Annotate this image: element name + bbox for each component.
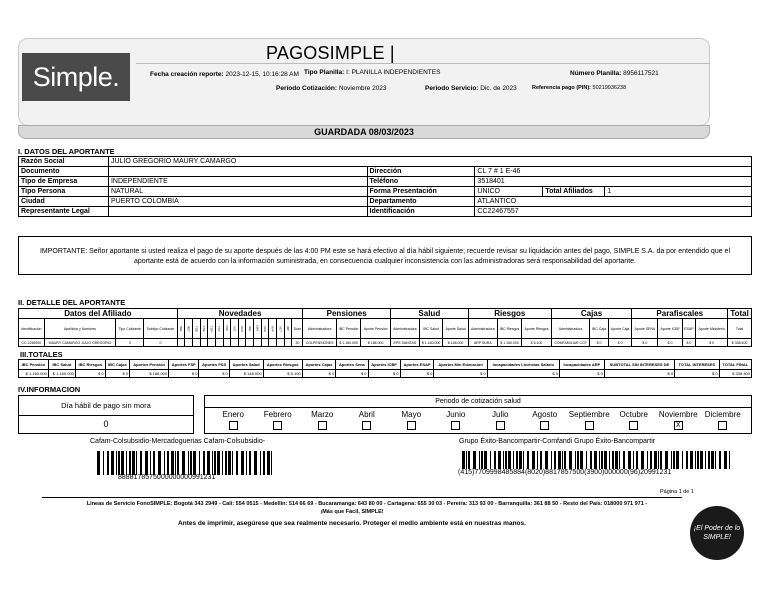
column-header: VST bbox=[231, 319, 239, 339]
table-cell: ARP SURA bbox=[468, 339, 497, 347]
table-cell: $ 0 bbox=[75, 370, 105, 378]
section-informacion: IV.INFORMACION bbox=[18, 385, 81, 394]
month-label: Agosto bbox=[532, 410, 558, 419]
month-checkbox[interactable] bbox=[407, 421, 416, 430]
table-cell: 30 bbox=[292, 339, 303, 347]
month-label: Marzo bbox=[311, 410, 334, 419]
column-header: Aportes FSP bbox=[169, 360, 199, 370]
dia-habil-value: 0 bbox=[103, 419, 109, 429]
dia-habil-label: Día hábil de pago sin mora bbox=[19, 396, 193, 416]
table-cell: $ 0 bbox=[105, 370, 129, 378]
column-header: IBC Riesgos bbox=[497, 319, 522, 339]
column-header: VAC bbox=[261, 319, 269, 339]
table-cell bbox=[215, 339, 223, 347]
table-cell: $ 1.160.000 bbox=[48, 370, 75, 378]
section-detalle-aportante: II. DETALLE DEL APORTANTE bbox=[18, 298, 126, 307]
column-header: Aporte Caja bbox=[608, 319, 631, 339]
month-checkbox[interactable] bbox=[451, 421, 460, 430]
barcode-right bbox=[462, 451, 732, 481]
table-cell: 0 bbox=[144, 339, 177, 347]
column-header: IBC Cajas bbox=[105, 360, 129, 370]
aportante-table bbox=[18, 156, 752, 217]
table-cell bbox=[185, 339, 193, 347]
month-checkbox[interactable] bbox=[585, 421, 594, 430]
table-cell: $ 0 bbox=[487, 370, 559, 378]
column-header: TDE bbox=[192, 319, 200, 339]
column-header: Aportes ESAP bbox=[400, 360, 434, 370]
group-cajas: Cajas bbox=[551, 309, 632, 319]
importante-notice: IMPORTANTE: Señor aportante si usted realiza el pago de su aporte después de las 4:00 PM este se hará efectivo al día hábil siguiente; recuerde revisar su liquidación antes del pago, SIMPLE S.A. da por entendido que el aportante está de acuerdo con la información suministrada, en consecuencia cualquier inconsistencia con las administradoras será responsabilidad del aportante. bbox=[18, 236, 752, 275]
month-checkbox[interactable] bbox=[318, 421, 327, 430]
table-cell bbox=[231, 339, 239, 347]
barcode-right-number: (415)7709998485884(8020)8817857500(3900)000000(96)20991231 bbox=[458, 469, 672, 476]
column-header: TOTAL INTERESES bbox=[675, 360, 720, 370]
table-cell: CC 2246900 bbox=[19, 339, 45, 347]
group-total: Total bbox=[728, 309, 752, 319]
column-header: IBC Salud bbox=[419, 319, 442, 339]
month-8 bbox=[567, 410, 612, 432]
column-header: Aporte Salud bbox=[443, 319, 468, 339]
column-header: IBC Pensión bbox=[19, 360, 49, 370]
table-cell: $ 0 bbox=[682, 339, 695, 347]
month-label: Julio bbox=[492, 410, 509, 419]
column-header: TAE bbox=[200, 319, 208, 339]
dia-habil-box bbox=[18, 395, 194, 434]
barcode-right-caption: Grupo Éxito-Bancompartir-Comfandi Grupo Éxito-Bancompartir bbox=[459, 438, 656, 445]
month-9 bbox=[612, 410, 657, 432]
table-row bbox=[19, 339, 752, 347]
column-header: ING bbox=[177, 319, 185, 339]
column-header: Aportes Pensión bbox=[130, 360, 169, 370]
group-header-row bbox=[19, 309, 752, 319]
group-parafiscales: Parafiscales bbox=[632, 309, 728, 319]
column-header: IBC Pensión bbox=[336, 319, 361, 339]
column-header: Total bbox=[728, 319, 752, 339]
table-cell: $ 0 bbox=[434, 370, 487, 378]
periodo-servicio: Período Servicio: Dic. de 2023 bbox=[425, 85, 517, 92]
table-cell: $ 338.400 bbox=[728, 339, 752, 347]
column-header: IGE bbox=[246, 319, 254, 339]
month-label: Diciembre bbox=[704, 410, 741, 419]
column-header: Apellidos y Nombres bbox=[44, 319, 116, 339]
month-1 bbox=[256, 410, 301, 432]
periodo-salud-label: Periodo de cotización salud bbox=[205, 396, 751, 408]
month-checkbox[interactable] bbox=[629, 421, 638, 430]
table-cell bbox=[208, 339, 216, 347]
month-checkbox[interactable] bbox=[496, 421, 505, 430]
table-cell: $ 0 bbox=[604, 370, 674, 378]
group-riesgos: Riesgos bbox=[468, 309, 551, 319]
table-cell: $ 0 bbox=[368, 370, 400, 378]
table-row bbox=[19, 370, 752, 378]
table-cell: $ 6.100 bbox=[263, 370, 302, 378]
table-row: Tipo de Empresa INDEPENDIENTE Teléfono 3518401 bbox=[19, 177, 752, 187]
month-label: Enero bbox=[222, 410, 244, 419]
referencia-pin: Referencia pago (PIN): 50219936238 bbox=[532, 85, 627, 91]
tipo-planilla: Tipo Planilla: I: PLANILLA INDEPENDIENTES bbox=[304, 69, 441, 76]
group-pensiones: Pensiones bbox=[303, 309, 390, 319]
table-cell bbox=[200, 339, 208, 347]
month-5 bbox=[434, 410, 479, 432]
periodo-salud-box bbox=[204, 395, 752, 434]
column-header: ESAP bbox=[682, 319, 695, 339]
column-header: Aportes ICBF bbox=[368, 360, 400, 370]
table-cell: $ 0 bbox=[608, 339, 631, 347]
month-3 bbox=[345, 410, 390, 432]
table-cell: $ 146.000 bbox=[443, 339, 468, 347]
column-header-row bbox=[19, 319, 752, 339]
numero-planilla: Número Planilla: 8956117521 bbox=[570, 70, 659, 77]
column-header: Aporte Pensión bbox=[361, 319, 390, 339]
table-cell: $ 186.000 bbox=[361, 339, 390, 347]
table-cell bbox=[269, 339, 277, 347]
column-header: Administradora bbox=[390, 319, 419, 339]
table-row: Ciudad PUERTO COLOMBIA Departamento ATLANTICO bbox=[19, 197, 752, 207]
table-cell: $ 1.160.000 bbox=[336, 339, 361, 347]
table-cell: $ 1.160.000 bbox=[497, 339, 522, 347]
table-row: Documento Dirección CL 7 # 1 E-46 bbox=[19, 167, 752, 177]
column-header: TAP bbox=[215, 319, 223, 339]
saved-banner: GUARDADA 08/03/2023 bbox=[18, 125, 710, 139]
group-novedades: Novedades bbox=[177, 309, 303, 319]
month-checkbox[interactable]: X bbox=[674, 421, 683, 430]
periodo-cotizacion: Período Cotización: Noviembre 2023 bbox=[276, 85, 387, 92]
column-header: Aporte Ministerio bbox=[696, 319, 728, 339]
table-cell: EPS SANITAS bbox=[390, 339, 419, 347]
column-header: Incapacidades ARP bbox=[559, 360, 604, 370]
column-header: VSP bbox=[223, 319, 231, 339]
table-cell: $ 0 bbox=[302, 370, 336, 378]
month-4 bbox=[389, 410, 434, 432]
month-checkbox[interactable] bbox=[718, 421, 727, 430]
table-cell: $ 146.000 bbox=[229, 370, 263, 378]
group-datos-afiliado: Datos del Afiliado bbox=[19, 309, 178, 319]
table-row: Tipo Persona NATURAL Forma Presentación UNICO Total Afiliados 1 bbox=[19, 187, 752, 197]
eco-notice: Antes de imprimir, asegúrese que sea realmente necesario. Proteger el medio ambiente está en nuestras manos. bbox=[178, 520, 526, 527]
table-cell: $ 0 bbox=[590, 339, 609, 347]
column-header: Aporte Riesgos bbox=[522, 319, 551, 339]
table-cell bbox=[277, 339, 285, 347]
service-lines: Líneas de Servicio FonoSIMPLE: Bogotá 343 2949 - Cali: 554 0515 - Medellín: 514 66 69 - Bucaramanga: 643 80 00 - Cartagena: 655 30 03 - Pereira: 313 93 00 - Barranquilla: 361 88 50 - Resto del País: 018000 971 971 - bbox=[86, 501, 648, 507]
detalle-table bbox=[18, 308, 752, 347]
column-header: IBC Caja bbox=[590, 319, 609, 339]
month-checkbox[interactable] bbox=[540, 421, 549, 430]
month-2 bbox=[300, 410, 345, 432]
column-header: Aportes Cajas bbox=[302, 360, 336, 370]
page-number: Página 1 de 1 bbox=[660, 489, 694, 495]
table-cell bbox=[261, 339, 269, 347]
table-cell: $ 1.160.000 bbox=[419, 339, 442, 347]
column-header: Días bbox=[292, 319, 303, 339]
column-header: IRP bbox=[284, 319, 292, 339]
month-checkbox[interactable] bbox=[362, 421, 371, 430]
table-cell: $ 0 bbox=[632, 339, 658, 347]
barcode-left-caption: Cafam-Colsubsidio-Mercadoguerias Cafam-Colsubsidio- bbox=[90, 438, 266, 445]
totales-table bbox=[18, 359, 752, 378]
month-label: Mayo bbox=[401, 410, 422, 419]
month-7 bbox=[523, 410, 568, 432]
table-cell bbox=[177, 339, 185, 347]
column-header: SUBTOTAL SIN INTERESES DE bbox=[604, 360, 674, 370]
table-cell bbox=[238, 339, 246, 347]
section-datos-aportante: I. DATOS DEL APORTANTE bbox=[18, 147, 115, 156]
column-header: Subtipo Cotizante bbox=[144, 319, 177, 339]
table-cell: $ 0 bbox=[696, 339, 728, 347]
table-cell: $ 0 bbox=[400, 370, 434, 378]
column-header: IBC Riesgos bbox=[75, 360, 105, 370]
table-cell: $ 1.160.000 bbox=[19, 370, 49, 378]
table-cell bbox=[254, 339, 262, 347]
column-header: VCT bbox=[277, 319, 285, 339]
fecha-reporte: Fecha creación reporte: 2023-12-15, 10:16:28 AM bbox=[150, 71, 299, 78]
column-header: SLN bbox=[238, 319, 246, 339]
column-header: Aportes Salud bbox=[229, 360, 263, 370]
column-header: LMA bbox=[254, 319, 262, 339]
footer-divider bbox=[42, 497, 682, 498]
month-checkbox[interactable] bbox=[273, 421, 282, 430]
table-cell bbox=[223, 339, 231, 347]
column-header: Administradora bbox=[551, 319, 590, 339]
table-cell: COLPENSIONES bbox=[303, 339, 336, 347]
column-header: Tipo Cotizante bbox=[116, 319, 144, 339]
column-header: TDP bbox=[208, 319, 216, 339]
table-cell: COMFAMILIAR CCF bbox=[551, 339, 590, 347]
table-cell: $ 0 bbox=[675, 370, 720, 378]
table-cell bbox=[284, 339, 292, 347]
table-cell: MAURY CAMARGO JULIO GREGORIO bbox=[44, 339, 116, 347]
table-cell: $ 0 bbox=[658, 339, 682, 347]
column-header: Aportes FSS bbox=[199, 360, 229, 370]
column-header: IBC Salud bbox=[48, 360, 75, 370]
column-header: Administradora bbox=[468, 319, 497, 339]
column-header: RET bbox=[185, 319, 193, 339]
table-row: Razón Social JULIO GREGORIO MAURY CAMARGO bbox=[19, 157, 752, 167]
column-header: Administradora bbox=[303, 319, 336, 339]
month-label: Junio bbox=[446, 410, 466, 419]
column-header: Aportes Sena bbox=[336, 360, 368, 370]
table-cell: $ 0 bbox=[199, 370, 229, 378]
group-salud: Salud bbox=[390, 309, 468, 319]
month-label: Noviembre bbox=[658, 410, 698, 419]
column-header-row bbox=[19, 360, 752, 370]
column-header: Aporte ICBF bbox=[658, 319, 682, 339]
table-cell: $ 186.000 bbox=[130, 370, 169, 378]
barcode-left-number: 8888178575000000000991231 bbox=[118, 474, 216, 481]
month-0 bbox=[211, 410, 256, 432]
month-10 bbox=[656, 410, 701, 432]
month-checkbox[interactable] bbox=[229, 421, 238, 430]
month-label: Febrero bbox=[263, 410, 292, 419]
table-cell: $ 338.400 bbox=[719, 370, 751, 378]
column-header: AVP bbox=[269, 319, 277, 339]
table-row: Representante Legal Identificación CC22467557 bbox=[19, 207, 752, 217]
table-cell bbox=[246, 339, 254, 347]
service-slogan: ¡Más que Fácil, SIMPLE! bbox=[320, 509, 384, 515]
column-header: Identificación bbox=[19, 319, 45, 339]
month-label: Octubre bbox=[619, 410, 648, 419]
column-header: Aporte SENA bbox=[632, 319, 658, 339]
column-header: Aportes Riesgos bbox=[263, 360, 302, 370]
column-header: TOTAL FINAL bbox=[719, 360, 751, 370]
simple-logo: Simple . bbox=[22, 53, 130, 101]
column-header: Incapacidades Licencias Salario bbox=[487, 360, 559, 370]
table-cell: $ 6.100 bbox=[522, 339, 551, 347]
column-header: Aportes Min Educación bbox=[434, 360, 487, 370]
table-cell bbox=[192, 339, 200, 347]
table-cell: $ 0 bbox=[169, 370, 199, 378]
header-divider bbox=[136, 63, 710, 64]
table-cell: $ 0 bbox=[336, 370, 368, 378]
page-title: PAGOSIMPLE | bbox=[266, 43, 395, 63]
el-poder-badge: ¡El Poder de lo SIMPLE! bbox=[690, 506, 744, 560]
month-6 bbox=[478, 410, 523, 432]
month-11 bbox=[701, 410, 746, 432]
month-label: Septiembre bbox=[568, 410, 610, 419]
table-cell: $ 0 bbox=[559, 370, 604, 378]
table-cell: 3 bbox=[116, 339, 144, 347]
section-totales: III.TOTALES bbox=[20, 350, 63, 359]
month-label: Abril bbox=[358, 410, 375, 419]
